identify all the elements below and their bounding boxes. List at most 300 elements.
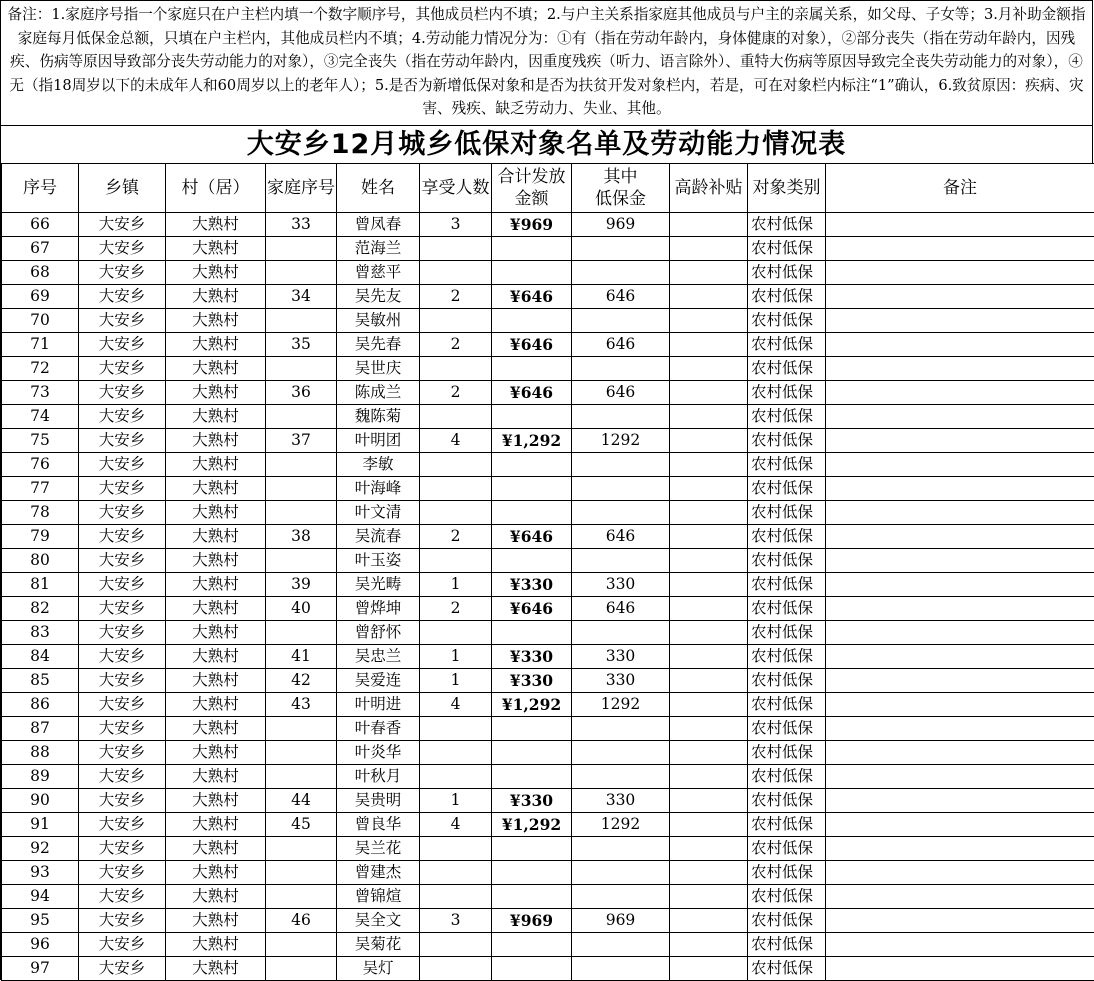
header-family[interactable]: 家庭序号 [266,164,337,213]
cell-seq[interactable]: 83 [2,621,79,645]
cell-persons[interactable]: 4 [420,813,492,837]
header-remark[interactable]: 备注 [826,164,1094,213]
cell-town[interactable]: 大安乡 [79,933,166,957]
cell-category[interactable]: 农村低保 [748,381,826,405]
cell-elderly[interactable] [670,429,748,453]
cell-elderly[interactable] [670,741,748,765]
cell-total[interactable]: ¥330 [492,669,572,693]
cell-persons[interactable] [420,501,492,525]
cell-name[interactable]: 吴光畴 [337,573,420,597]
cell-persons[interactable] [420,261,492,285]
cell-persons[interactable] [420,309,492,333]
cell-name[interactable]: 吴先春 [337,333,420,357]
cell-elderly[interactable] [670,357,748,381]
cell-name[interactable]: 吴灯 [337,957,420,981]
cell-family[interactable]: 43 [266,693,337,717]
cell-town[interactable]: 大安乡 [79,765,166,789]
header-persons[interactable]: 享受人数 [420,164,492,213]
cell-category[interactable]: 农村低保 [748,861,826,885]
cell-total[interactable]: ¥646 [492,525,572,549]
cell-total[interactable]: ¥646 [492,333,572,357]
cell-village[interactable]: 大熟村 [166,909,266,933]
cell-seq[interactable]: 78 [2,501,79,525]
cell-name[interactable]: 曾舒怀 [337,621,420,645]
cell-category[interactable]: 农村低保 [748,645,826,669]
cell-family[interactable]: 41 [266,645,337,669]
cell-persons[interactable] [420,405,492,429]
cell-persons[interactable] [420,957,492,981]
cell-name[interactable]: 叶玉姿 [337,549,420,573]
cell-village[interactable]: 大熟村 [166,573,266,597]
cell-name[interactable]: 吴爱连 [337,669,420,693]
cell-category[interactable]: 农村低保 [748,213,826,237]
cell-town[interactable]: 大安乡 [79,477,166,501]
cell-town[interactable]: 大安乡 [79,885,166,909]
cell-remark[interactable] [826,381,1094,405]
cell-allowance[interactable]: 1292 [572,429,670,453]
cell-village[interactable]: 大熟村 [166,957,266,981]
cell-name[interactable]: 曾凤春 [337,213,420,237]
cell-persons[interactable]: 2 [420,597,492,621]
cell-allowance[interactable] [572,237,670,261]
cell-town[interactable]: 大安乡 [79,573,166,597]
cell-seq[interactable]: 85 [2,669,79,693]
cell-total[interactable]: ¥330 [492,573,572,597]
cell-name[interactable]: 魏陈菊 [337,405,420,429]
cell-name[interactable]: 范海兰 [337,237,420,261]
cell-total[interactable]: ¥969 [492,909,572,933]
cell-elderly[interactable] [670,333,748,357]
cell-family[interactable] [266,765,337,789]
cell-town[interactable]: 大安乡 [79,909,166,933]
cell-category[interactable]: 农村低保 [748,549,826,573]
cell-elderly[interactable] [670,405,748,429]
cell-category[interactable]: 农村低保 [748,453,826,477]
cell-seq[interactable]: 79 [2,525,79,549]
cell-seq[interactable]: 88 [2,741,79,765]
cell-allowance[interactable] [572,621,670,645]
cell-family[interactable] [266,237,337,261]
cell-elderly[interactable] [670,669,748,693]
cell-seq[interactable]: 92 [2,837,79,861]
cell-persons[interactable] [420,933,492,957]
cell-town[interactable]: 大安乡 [79,309,166,333]
cell-name[interactable]: 叶海峰 [337,477,420,501]
header-total[interactable]: 合计发放金额 [492,164,572,213]
cell-name[interactable]: 曾慈平 [337,261,420,285]
cell-elderly[interactable] [670,861,748,885]
cell-total[interactable]: ¥330 [492,789,572,813]
cell-town[interactable]: 大安乡 [79,693,166,717]
cell-family[interactable] [266,837,337,861]
cell-elderly[interactable] [670,909,748,933]
cell-village[interactable]: 大熟村 [166,741,266,765]
cell-name[interactable]: 李敏 [337,453,420,477]
cell-elderly[interactable] [670,261,748,285]
header-allowance[interactable] [572,164,670,213]
cell-remark[interactable] [826,525,1094,549]
cell-village[interactable]: 大熟村 [166,525,266,549]
cell-town[interactable]: 大安乡 [79,357,166,381]
cell-category[interactable]: 农村低保 [748,693,826,717]
cell-allowance[interactable] [572,741,670,765]
cell-town[interactable]: 大安乡 [79,597,166,621]
cell-seq[interactable]: 87 [2,717,79,741]
cell-total[interactable]: ¥1,292 [492,693,572,717]
cell-persons[interactable] [420,717,492,741]
cell-seq[interactable]: 72 [2,357,79,381]
cell-allowance[interactable]: 330 [572,789,670,813]
cell-elderly[interactable] [670,789,748,813]
cell-category[interactable]: 农村低保 [748,837,826,861]
cell-town[interactable]: 大安乡 [79,549,166,573]
cell-town[interactable]: 大安乡 [79,741,166,765]
cell-town[interactable]: 大安乡 [79,525,166,549]
cell-village[interactable]: 大熟村 [166,597,266,621]
cell-village[interactable]: 大熟村 [166,213,266,237]
cell-remark[interactable] [826,861,1094,885]
cell-remark[interactable] [826,429,1094,453]
cell-category[interactable]: 农村低保 [748,261,826,285]
cell-family[interactable]: 45 [266,813,337,837]
cell-category[interactable]: 农村低保 [748,573,826,597]
cell-allowance[interactable] [572,357,670,381]
cell-persons[interactable] [420,885,492,909]
cell-category[interactable]: 农村低保 [748,285,826,309]
cell-remark[interactable] [826,357,1094,381]
cell-family[interactable] [266,957,337,981]
cell-remark[interactable] [826,549,1094,573]
cell-town[interactable]: 大安乡 [79,333,166,357]
cell-seq[interactable]: 84 [2,645,79,669]
header-name[interactable]: 姓名 [337,164,420,213]
cell-remark[interactable] [826,477,1094,501]
cell-village[interactable]: 大熟村 [166,429,266,453]
cell-seq[interactable]: 77 [2,477,79,501]
cell-family[interactable] [266,933,337,957]
cell-seq[interactable]: 91 [2,813,79,837]
cell-category[interactable]: 农村低保 [748,789,826,813]
cell-total[interactable]: ¥646 [492,381,572,405]
cell-remark[interactable] [826,573,1094,597]
cell-village[interactable]: 大熟村 [166,501,266,525]
cell-elderly[interactable] [670,621,748,645]
cell-total[interactable]: ¥646 [492,597,572,621]
cell-name[interactable]: 吴世庆 [337,357,420,381]
cell-town[interactable]: 大安乡 [79,621,166,645]
cell-remark[interactable] [826,237,1094,261]
cell-elderly[interactable] [670,573,748,597]
cell-category[interactable]: 农村低保 [748,957,826,981]
cell-elderly[interactable] [670,957,748,981]
cell-persons[interactable]: 3 [420,213,492,237]
cell-category[interactable]: 农村低保 [748,597,826,621]
cell-remark[interactable] [826,765,1094,789]
cell-category[interactable]: 农村低保 [748,885,826,909]
cell-allowance[interactable]: 969 [572,909,670,933]
cell-allowance[interactable] [572,837,670,861]
cell-remark[interactable] [826,837,1094,861]
cell-town[interactable]: 大安乡 [79,237,166,261]
cell-seq[interactable]: 80 [2,549,79,573]
cell-village[interactable]: 大熟村 [166,933,266,957]
cell-allowance[interactable] [572,957,670,981]
cell-seq[interactable]: 73 [2,381,79,405]
cell-allowance[interactable] [572,861,670,885]
cell-village[interactable]: 大熟村 [166,861,266,885]
cell-category[interactable]: 农村低保 [748,309,826,333]
cell-seq[interactable]: 81 [2,573,79,597]
cell-allowance[interactable] [572,405,670,429]
cell-allowance[interactable] [572,885,670,909]
cell-allowance[interactable]: 646 [572,381,670,405]
cell-total[interactable] [492,957,572,981]
header-seq[interactable]: 序号 [2,164,79,213]
cell-category[interactable]: 农村低保 [748,237,826,261]
cell-family[interactable] [266,261,337,285]
cell-village[interactable]: 大熟村 [166,645,266,669]
cell-persons[interactable]: 1 [420,789,492,813]
cell-persons[interactable] [420,357,492,381]
cell-remark[interactable] [826,645,1094,669]
cell-name[interactable]: 曾良华 [337,813,420,837]
cell-name[interactable]: 吴贵明 [337,789,420,813]
cell-total[interactable] [492,477,572,501]
cell-name[interactable]: 吴敏州 [337,309,420,333]
cell-name[interactable]: 叶明团 [337,429,420,453]
cell-family[interactable]: 37 [266,429,337,453]
cell-family[interactable]: 38 [266,525,337,549]
cell-elderly[interactable] [670,285,748,309]
cell-name[interactable]: 叶炎华 [337,741,420,765]
cell-village[interactable]: 大熟村 [166,621,266,645]
cell-allowance[interactable]: 330 [572,669,670,693]
cell-allowance[interactable]: 646 [572,525,670,549]
cell-family[interactable] [266,861,337,885]
cell-seq[interactable]: 82 [2,597,79,621]
cell-category[interactable]: 农村低保 [748,717,826,741]
cell-elderly[interactable] [670,501,748,525]
cell-seq[interactable]: 93 [2,861,79,885]
cell-persons[interactable]: 2 [420,333,492,357]
cell-total[interactable]: ¥646 [492,285,572,309]
cell-persons[interactable]: 3 [420,909,492,933]
cell-persons[interactable]: 4 [420,429,492,453]
cell-elderly[interactable] [670,885,748,909]
cell-category[interactable]: 农村低保 [748,525,826,549]
cell-category[interactable]: 农村低保 [748,909,826,933]
cell-total[interactable]: ¥969 [492,213,572,237]
cell-seq[interactable]: 76 [2,453,79,477]
cell-seq[interactable]: 94 [2,885,79,909]
cell-family[interactable] [266,741,337,765]
cell-category[interactable]: 农村低保 [748,621,826,645]
cell-seq[interactable]: 68 [2,261,79,285]
cell-seq[interactable]: 66 [2,213,79,237]
cell-town[interactable]: 大安乡 [79,645,166,669]
cell-family[interactable] [266,357,337,381]
cell-village[interactable]: 大熟村 [166,453,266,477]
cell-family[interactable]: 46 [266,909,337,933]
cell-village[interactable]: 大熟村 [166,549,266,573]
cell-elderly[interactable] [670,813,748,837]
cell-allowance[interactable] [572,717,670,741]
cell-allowance[interactable]: 646 [572,333,670,357]
cell-category[interactable]: 农村低保 [748,501,826,525]
cell-total[interactable] [492,717,572,741]
cell-category[interactable]: 农村低保 [748,741,826,765]
cell-total[interactable] [492,237,572,261]
cell-family[interactable]: 34 [266,285,337,309]
cell-family[interactable] [266,477,337,501]
cell-elderly[interactable] [670,453,748,477]
cell-total[interactable] [492,453,572,477]
cell-remark[interactable] [826,885,1094,909]
cell-category[interactable]: 农村低保 [748,429,826,453]
cell-family[interactable] [266,405,337,429]
cell-name[interactable]: 叶文清 [337,501,420,525]
cell-elderly[interactable] [670,549,748,573]
cell-village[interactable]: 大熟村 [166,333,266,357]
header-category[interactable]: 对象类别 [748,164,826,213]
cell-total[interactable] [492,261,572,285]
cell-family[interactable]: 40 [266,597,337,621]
cell-category[interactable]: 农村低保 [748,669,826,693]
cell-village[interactable]: 大熟村 [166,789,266,813]
cell-name[interactable]: 吴忠兰 [337,645,420,669]
cell-family[interactable]: 35 [266,333,337,357]
header-village[interactable]: 村（居） [166,164,266,213]
cell-total[interactable] [492,741,572,765]
cell-town[interactable]: 大安乡 [79,381,166,405]
cell-total[interactable] [492,309,572,333]
cell-remark[interactable] [826,957,1094,981]
cell-seq[interactable]: 90 [2,789,79,813]
cell-seq[interactable]: 97 [2,957,79,981]
cell-total[interactable]: ¥1,292 [492,429,572,453]
cell-seq[interactable]: 74 [2,405,79,429]
cell-name[interactable]: 吴先友 [337,285,420,309]
cell-allowance[interactable] [572,765,670,789]
cell-seq[interactable]: 86 [2,693,79,717]
cell-total[interactable] [492,861,572,885]
cell-town[interactable]: 大安乡 [79,813,166,837]
cell-village[interactable]: 大熟村 [166,813,266,837]
cell-allowance[interactable]: 646 [572,285,670,309]
cell-family[interactable]: 39 [266,573,337,597]
cell-seq[interactable]: 67 [2,237,79,261]
cell-town[interactable]: 大安乡 [79,837,166,861]
cell-family[interactable]: 42 [266,669,337,693]
cell-remark[interactable] [826,717,1094,741]
cell-allowance[interactable]: 1292 [572,813,670,837]
cell-town[interactable]: 大安乡 [79,285,166,309]
cell-category[interactable]: 农村低保 [748,357,826,381]
cell-family[interactable] [266,885,337,909]
cell-persons[interactable] [420,453,492,477]
cell-remark[interactable] [826,741,1094,765]
cell-total[interactable] [492,933,572,957]
cell-town[interactable]: 大安乡 [79,213,166,237]
cell-total[interactable] [492,549,572,573]
cell-family[interactable]: 33 [266,213,337,237]
cell-persons[interactable] [420,477,492,501]
cell-village[interactable]: 大熟村 [166,669,266,693]
cell-town[interactable]: 大安乡 [79,957,166,981]
cell-total[interactable] [492,885,572,909]
cell-allowance[interactable]: 330 [572,573,670,597]
cell-seq[interactable]: 95 [2,909,79,933]
cell-family[interactable] [266,621,337,645]
cell-family[interactable] [266,501,337,525]
cell-allowance[interactable] [572,453,670,477]
cell-total[interactable] [492,837,572,861]
cell-remark[interactable] [826,309,1094,333]
cell-allowance[interactable]: 330 [572,645,670,669]
cell-remark[interactable] [826,501,1094,525]
cell-name[interactable]: 吴流春 [337,525,420,549]
cell-category[interactable]: 农村低保 [748,933,826,957]
cell-total[interactable]: ¥330 [492,645,572,669]
cell-persons[interactable]: 4 [420,693,492,717]
cell-town[interactable]: 大安乡 [79,261,166,285]
cell-category[interactable]: 农村低保 [748,333,826,357]
cell-allowance[interactable] [572,261,670,285]
cell-remark[interactable] [826,933,1094,957]
cell-remark[interactable] [826,909,1094,933]
cell-persons[interactable] [420,837,492,861]
cell-persons[interactable] [420,549,492,573]
cell-allowance[interactable] [572,501,670,525]
cell-village[interactable]: 大熟村 [166,837,266,861]
cell-remark[interactable] [826,669,1094,693]
cell-name[interactable]: 叶秋月 [337,765,420,789]
cell-persons[interactable] [420,741,492,765]
cell-category[interactable]: 农村低保 [748,813,826,837]
cell-remark[interactable] [826,213,1094,237]
cell-village[interactable]: 大熟村 [166,765,266,789]
cell-seq[interactable]: 75 [2,429,79,453]
cell-remark[interactable] [826,453,1094,477]
cell-remark[interactable] [826,405,1094,429]
cell-elderly[interactable] [670,381,748,405]
cell-allowance[interactable]: 969 [572,213,670,237]
cell-village[interactable]: 大熟村 [166,261,266,285]
header-elderly[interactable]: 高龄补贴 [670,164,748,213]
cell-seq[interactable]: 69 [2,285,79,309]
cell-name[interactable]: 吴兰花 [337,837,420,861]
cell-category[interactable]: 农村低保 [748,765,826,789]
cell-persons[interactable]: 2 [420,525,492,549]
cell-elderly[interactable] [670,309,748,333]
cell-remark[interactable] [826,621,1094,645]
cell-seq[interactable]: 89 [2,765,79,789]
cell-elderly[interactable] [670,837,748,861]
cell-category[interactable]: 农村低保 [748,477,826,501]
cell-family[interactable]: 44 [266,789,337,813]
cell-village[interactable]: 大熟村 [166,357,266,381]
cell-seq[interactable]: 71 [2,333,79,357]
cell-village[interactable]: 大熟村 [166,693,266,717]
cell-persons[interactable]: 2 [420,381,492,405]
cell-town[interactable]: 大安乡 [79,717,166,741]
cell-total[interactable] [492,405,572,429]
cell-town[interactable]: 大安乡 [79,453,166,477]
cell-name[interactable]: 陈成兰 [337,381,420,405]
cell-remark[interactable] [826,597,1094,621]
cell-elderly[interactable] [670,645,748,669]
cell-persons[interactable]: 2 [420,285,492,309]
